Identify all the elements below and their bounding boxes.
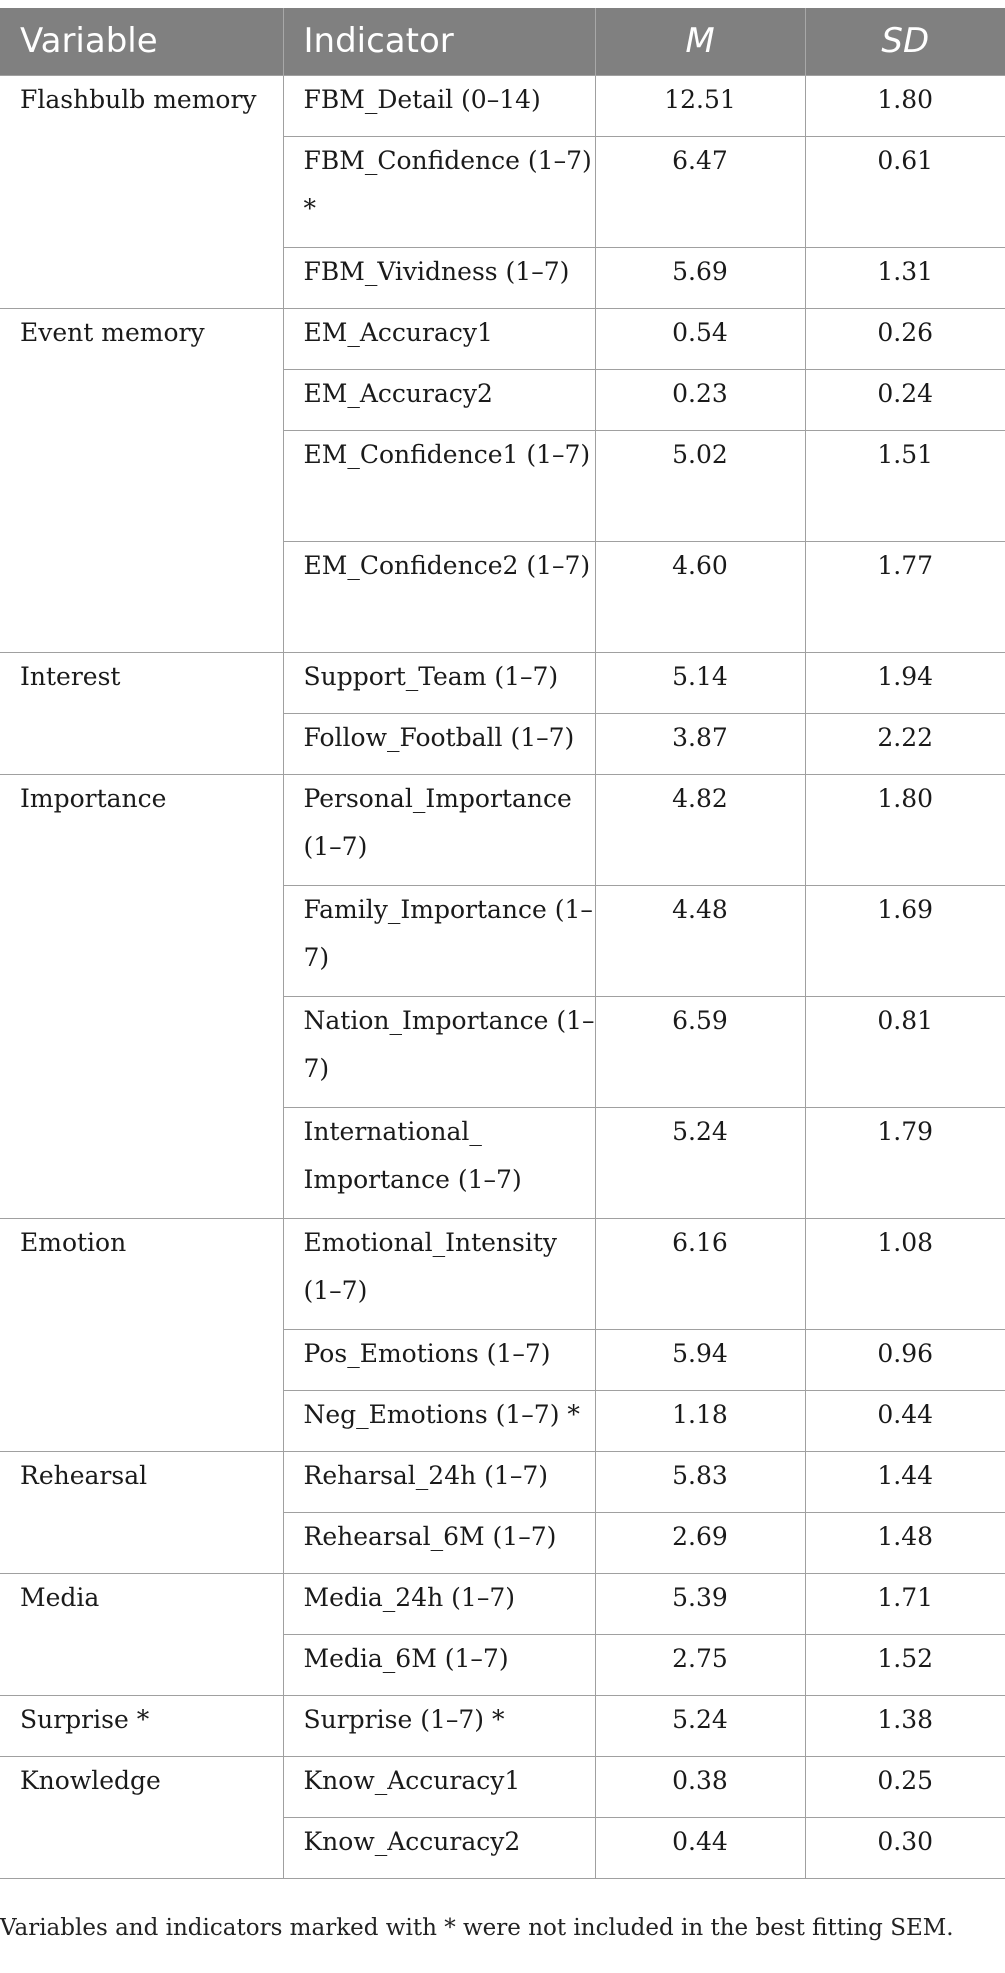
indicator-cell: FBM_Vividness (1–7) (283, 247, 595, 308)
descriptive-statistics-table (0, 8, 1005, 1879)
indicator-cell: Media_24h (1–7) (283, 1573, 595, 1634)
mean-cell: 3.87 (595, 713, 805, 774)
mean-cell: 0.54 (595, 308, 805, 369)
indicator-cell: EM_Confidence1 (1–7) (283, 430, 595, 541)
indicator-cell: Follow_Football (1–7) (283, 713, 595, 774)
sd-cell: 1.77 (805, 541, 1005, 652)
table-row (0, 1218, 1005, 1329)
indicator-cell: Nation_Importance (1–7) (283, 996, 595, 1107)
table-row (0, 1573, 1005, 1634)
mean-cell: 4.48 (595, 885, 805, 996)
variable-cell: Event memory (0, 308, 283, 652)
header-indicator: Indicator (283, 8, 595, 75)
header-row (0, 8, 1005, 75)
indicator-cell: EM_Confidence2 (1–7) (283, 541, 595, 652)
mean-cell: 6.47 (595, 136, 805, 247)
table-row (0, 652, 1005, 713)
mean-cell: 5.02 (595, 430, 805, 541)
sd-cell: 0.26 (805, 308, 1005, 369)
sd-cell: 1.94 (805, 652, 1005, 713)
sd-cell: 0.44 (805, 1390, 1005, 1451)
sd-cell: 1.51 (805, 430, 1005, 541)
sd-cell: 0.24 (805, 369, 1005, 430)
sd-cell: 1.31 (805, 247, 1005, 308)
mean-cell: 5.69 (595, 247, 805, 308)
indicator-cell: EM_Accuracy2 (283, 369, 595, 430)
indicator-cell: FBM_Detail (0–14) (283, 75, 595, 136)
variable-cell: Surprise * (0, 1695, 283, 1756)
sd-cell: 1.44 (805, 1451, 1005, 1512)
mean-cell: 2.75 (595, 1634, 805, 1695)
sd-cell: 1.52 (805, 1634, 1005, 1695)
indicator-cell: Support_Team (1–7) (283, 652, 595, 713)
indicator-cell: Know_Accuracy1 (283, 1756, 595, 1817)
table-header (0, 8, 1005, 75)
sd-cell: 1.80 (805, 774, 1005, 885)
mean-cell: 5.24 (595, 1107, 805, 1218)
sd-cell: 1.69 (805, 885, 1005, 996)
sd-cell: 1.80 (805, 75, 1005, 136)
variable-cell: Media (0, 1573, 283, 1695)
table-row (0, 308, 1005, 369)
variable-cell: Knowledge (0, 1756, 283, 1878)
indicator-cell: Rehearsal_6M (1–7) (283, 1512, 595, 1573)
mean-cell: 5.24 (595, 1695, 805, 1756)
table-row (0, 774, 1005, 885)
mean-cell: 0.44 (595, 1817, 805, 1878)
mean-cell: 12.51 (595, 75, 805, 136)
variable-cell: Emotion (0, 1218, 283, 1451)
mean-cell: 4.82 (595, 774, 805, 885)
sd-cell: 0.25 (805, 1756, 1005, 1817)
header-mean: M (595, 8, 805, 75)
mean-cell: 5.83 (595, 1451, 805, 1512)
table-footnote: Variables and indicators marked with * were not included in the best fitting SEM. (0, 1915, 954, 1941)
indicator-cell: Emotional_Intensity (1–7) (283, 1218, 595, 1329)
table-row (0, 1756, 1005, 1817)
sd-cell: 1.71 (805, 1573, 1005, 1634)
variable-cell: Importance (0, 774, 283, 1218)
mean-cell: 6.16 (595, 1218, 805, 1329)
mean-cell: 6.59 (595, 996, 805, 1107)
indicator-cell: Family_Importance (1–7) (283, 885, 595, 996)
variable-cell: Flashbulb memory (0, 75, 283, 308)
sd-cell: 1.38 (805, 1695, 1005, 1756)
indicator-cell: Surprise (1–7) * (283, 1695, 595, 1756)
mean-cell: 0.23 (595, 369, 805, 430)
indicator-cell: FBM_Confidence (1–7) * (283, 136, 595, 247)
mean-cell: 5.94 (595, 1329, 805, 1390)
variable-cell: Rehearsal (0, 1451, 283, 1573)
mean-cell: 5.14 (595, 652, 805, 713)
mean-cell: 2.69 (595, 1512, 805, 1573)
indicator-cell: EM_Accuracy1 (283, 308, 595, 369)
sd-cell: 0.61 (805, 136, 1005, 247)
variable-cell: Interest (0, 652, 283, 774)
indicator-cell: Personal_Importance (1–7) (283, 774, 595, 885)
indicator-cell: Reharsal_24h (1–7) (283, 1451, 595, 1512)
table-row (0, 1451, 1005, 1512)
indicator-cell: Know_Accuracy2 (283, 1817, 595, 1878)
header-sd: SD (805, 8, 1005, 75)
indicator-cell: International_ Importance (1–7) (283, 1107, 595, 1218)
header-variable: Variable (20, 21, 158, 62)
mean-cell: 5.39 (595, 1573, 805, 1634)
indicator-cell: Media_6M (1–7) (283, 1634, 595, 1695)
mean-cell: 1.18 (595, 1390, 805, 1451)
sd-cell: 1.48 (805, 1512, 1005, 1573)
table-row (0, 1695, 1005, 1756)
mean-cell: 0.38 (595, 1756, 805, 1817)
sd-cell: 1.08 (805, 1218, 1005, 1329)
mean-cell: 4.60 (595, 541, 805, 652)
sd-cell: 0.81 (805, 996, 1005, 1107)
sd-cell: 1.79 (805, 1107, 1005, 1218)
sd-cell: 0.96 (805, 1329, 1005, 1390)
sd-cell: 2.22 (805, 713, 1005, 774)
indicator-cell: Pos_Emotions (1–7) (283, 1329, 595, 1390)
table-row (0, 75, 1005, 136)
indicator-cell: Neg_Emotions (1–7) * (283, 1390, 595, 1451)
sd-cell: 0.30 (805, 1817, 1005, 1878)
